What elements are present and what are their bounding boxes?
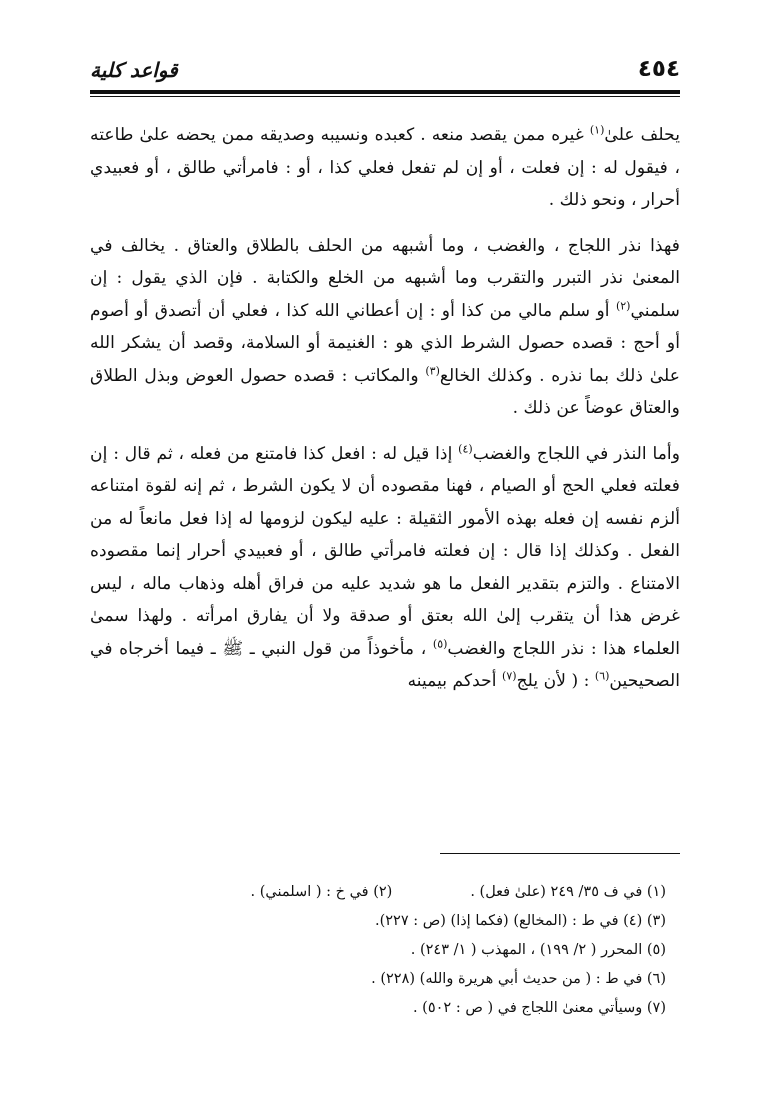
paragraph-2-text-c: والمكاتب : قصده حصول العوض وبذل الطلاق والعتاق عوضاً عن ذلك . xyxy=(90,365,680,418)
footnote-ref-5[interactable]: (٥) xyxy=(432,636,448,650)
header-rule-thin xyxy=(90,96,680,97)
footnote-ref-2[interactable]: (٢) xyxy=(615,298,631,312)
footnotes xyxy=(90,878,666,1023)
footnote-ref-3[interactable]: (٣) xyxy=(425,363,440,377)
paragraph-3-text-c: ، مأخوذاً من قول النبي ـ ﷺ ـ فيما أخرجاه في الصحيحين xyxy=(90,638,680,691)
paragraph-2 xyxy=(90,230,680,425)
paragraph-3-text-d: : ( لأن يلج xyxy=(516,671,595,691)
paragraph-3-text-e: أحدكم بيمينه xyxy=(407,671,503,691)
paragraph-1-text-b: غيره ممن يقصد منعه . كعبده ونسيبه وصديقه ممن يحضه علىٰ طاعته ، فيقول له : إن فعلت ، أو إن لم تفعل فعلي كذا ، أو : فامرأتي طالق ، أو فعبيدي أحرار ، ونحو ذلك . xyxy=(90,125,680,210)
footnote-ref-6[interactable]: (٦) xyxy=(594,669,610,683)
footnote-3-4: (٣) (٤) في ط : (المخالع) (فكما إذا) (ص : ٢٢٧). xyxy=(374,913,666,929)
paragraph-2-text-b: أو سلم مالي من كذا أو : إن أعطاني الله كذا ، فعلي أن أتصدق أو أصوم أو أحج : قصده حصول الشرط الذي هو : الغنيمة أو السلامة، وقصد أن يشكر الله علىٰ ذلك بما نذره . وكذلك الخالع xyxy=(90,300,680,386)
footnote-ref-7[interactable]: (٧) xyxy=(502,669,517,683)
paragraph-1-text-a: يحلف علىٰ xyxy=(604,125,680,145)
paragraph-3 xyxy=(90,438,680,698)
footnote-6: (٦) في ط : ( من حديث أبي هريرة والله) (٢٢٨) . xyxy=(371,971,666,987)
paragraph-2-text-a: فهذا نذر اللجاج ، والغضب ، وما أشبهه من الحلف بالطلاق والعتاق . يخالف في المعنىٰ نذر التبرر والتقرب وما أشبهه من الخلع والكتابة . فإن الذي يقول : إن سلمني xyxy=(90,235,680,321)
paragraph-1 xyxy=(90,119,680,217)
page-number: ٤٥٤ xyxy=(637,56,680,82)
book-page xyxy=(90,52,680,1062)
footnote-row-1 xyxy=(90,878,666,907)
footnote-2: (٢) في خ : ( اسلمني) . xyxy=(250,884,393,900)
footnote-ref-4[interactable]: (٤) xyxy=(458,441,473,455)
header-rule-thick xyxy=(90,90,680,94)
main-text xyxy=(90,119,680,698)
footnote-1: (١) في ف ٣٥/ ٢٤٩ (علىٰ فعل) . xyxy=(470,884,666,900)
footnote-5: (٥) المحرر ( ٢/ ١٩٩) ، المهذب ( ١/ ٢٤٣) . xyxy=(410,942,666,958)
running-title: قواعد كلية xyxy=(90,58,178,82)
paragraph-3-text-a: وأما النذر في اللجاج والغضب xyxy=(472,443,680,464)
footnote-7: (٧) وسيأتي معنىٰ اللجاج في ( ص : ٥٠٢) . xyxy=(412,1000,666,1016)
footnote-separator xyxy=(440,853,680,854)
footnote-ref-1[interactable]: (١) xyxy=(589,123,605,137)
page-header xyxy=(90,52,680,82)
paragraph-3-text-b: إذا قيل له : افعل كذا فامتنع من فعله ، ثم قال : إن فعلته فعلي الحج أو الصيام ، فهنا مقصوده أن لا يكون الشرط ، ثم إنه لقوة امتناعه ألزم نفسه إن فعله بهذه الأمور الثقيلة : عليه ليكون لزومها له إذا فعل مانعاً له من الفعل . وكذلك إذا قال : إن فعلته فامرأتي طالق ، أو فعبيدي أحرار إنما مقصوده الامتناع . والتزم بتقدير الفعل ما هو شديد عليه من فراق أهله وذهاب ماله ، ليس غرض هذا أن يتقرب إلىٰ الله بعتق أو صدقة ولا أن يفارق امرأته . ولهذا سمىٰ العلماء هذا : نذر اللجاج والغضب xyxy=(90,443,680,659)
